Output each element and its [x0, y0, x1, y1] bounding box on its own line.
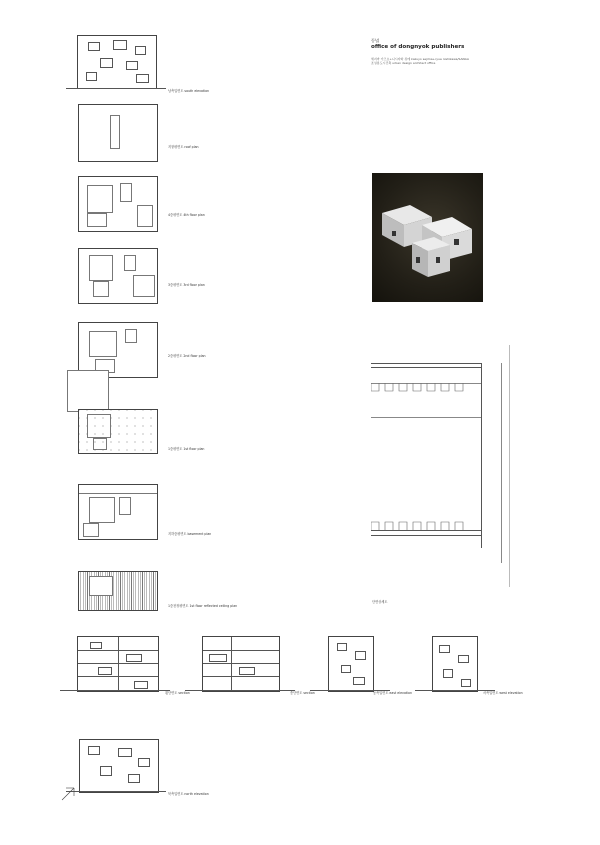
project-title-english: office of dongnyok publishers — [371, 44, 465, 50]
detail-section-drawing — [371, 345, 510, 587]
model-photograph — [372, 173, 483, 302]
caption-section-a: 횡단면도 section — [165, 691, 190, 695]
caption-ceiling-plan: 1층천정평면도 1st floor reflected ceiling plan — [168, 604, 238, 608]
roof-plan-drawing — [78, 104, 158, 162]
caption-west-elevation: 서측입면도 west elevation — [483, 691, 523, 695]
west-elevation-drawing — [432, 636, 478, 692]
caption-fourth-floor: 4층평면도 4th floor plan — [168, 213, 205, 217]
third-floor-plan-drawing — [78, 248, 158, 304]
project-title-korean: 동녘 — [371, 38, 380, 43]
site-context-outline — [67, 370, 109, 412]
east-elevation-drawing — [328, 636, 374, 692]
basement-plan-drawing — [78, 484, 158, 540]
caption-third-floor: 3층평면도 3rd floor plan — [168, 283, 205, 287]
first-floor-plan-drawing — [78, 409, 158, 454]
caption-east-elevation: 동측입면도 east elevation — [373, 691, 412, 695]
caption-first-floor: 1층평면도 1st floor plan — [168, 447, 205, 451]
north-elevation-drawing — [79, 739, 159, 793]
north-arrow-icon — [60, 782, 80, 802]
section-b-drawing — [202, 636, 280, 692]
fourth-floor-plan-drawing — [78, 176, 158, 232]
ceiling-plan-drawing — [78, 571, 158, 611]
caption-section-b: 종단면도 section — [290, 691, 315, 695]
caption-roof-plan: 지붕평면도 roof plan — [168, 145, 199, 149]
caption-second-floor: 2층평면도 2nd floor plan — [168, 354, 206, 358]
south-elevation-drawing — [77, 35, 157, 89]
caption-south-elevation: 남측입면도 south elevation — [168, 89, 210, 93]
section-a-drawing — [77, 636, 159, 692]
caption-basement: 지하층평면도 basement plan — [168, 532, 212, 536]
caption-detail-section: 단면상세도 — [372, 600, 388, 604]
architect-credit: 세지마 가즈요+니시자와 류에 kazuyo sejima+ryue nishizawa/SANAA 조성룡도시건축 urban design architect office — [371, 57, 469, 65]
caption-north-elevation: 북측입면도 north elevation — [168, 792, 209, 796]
